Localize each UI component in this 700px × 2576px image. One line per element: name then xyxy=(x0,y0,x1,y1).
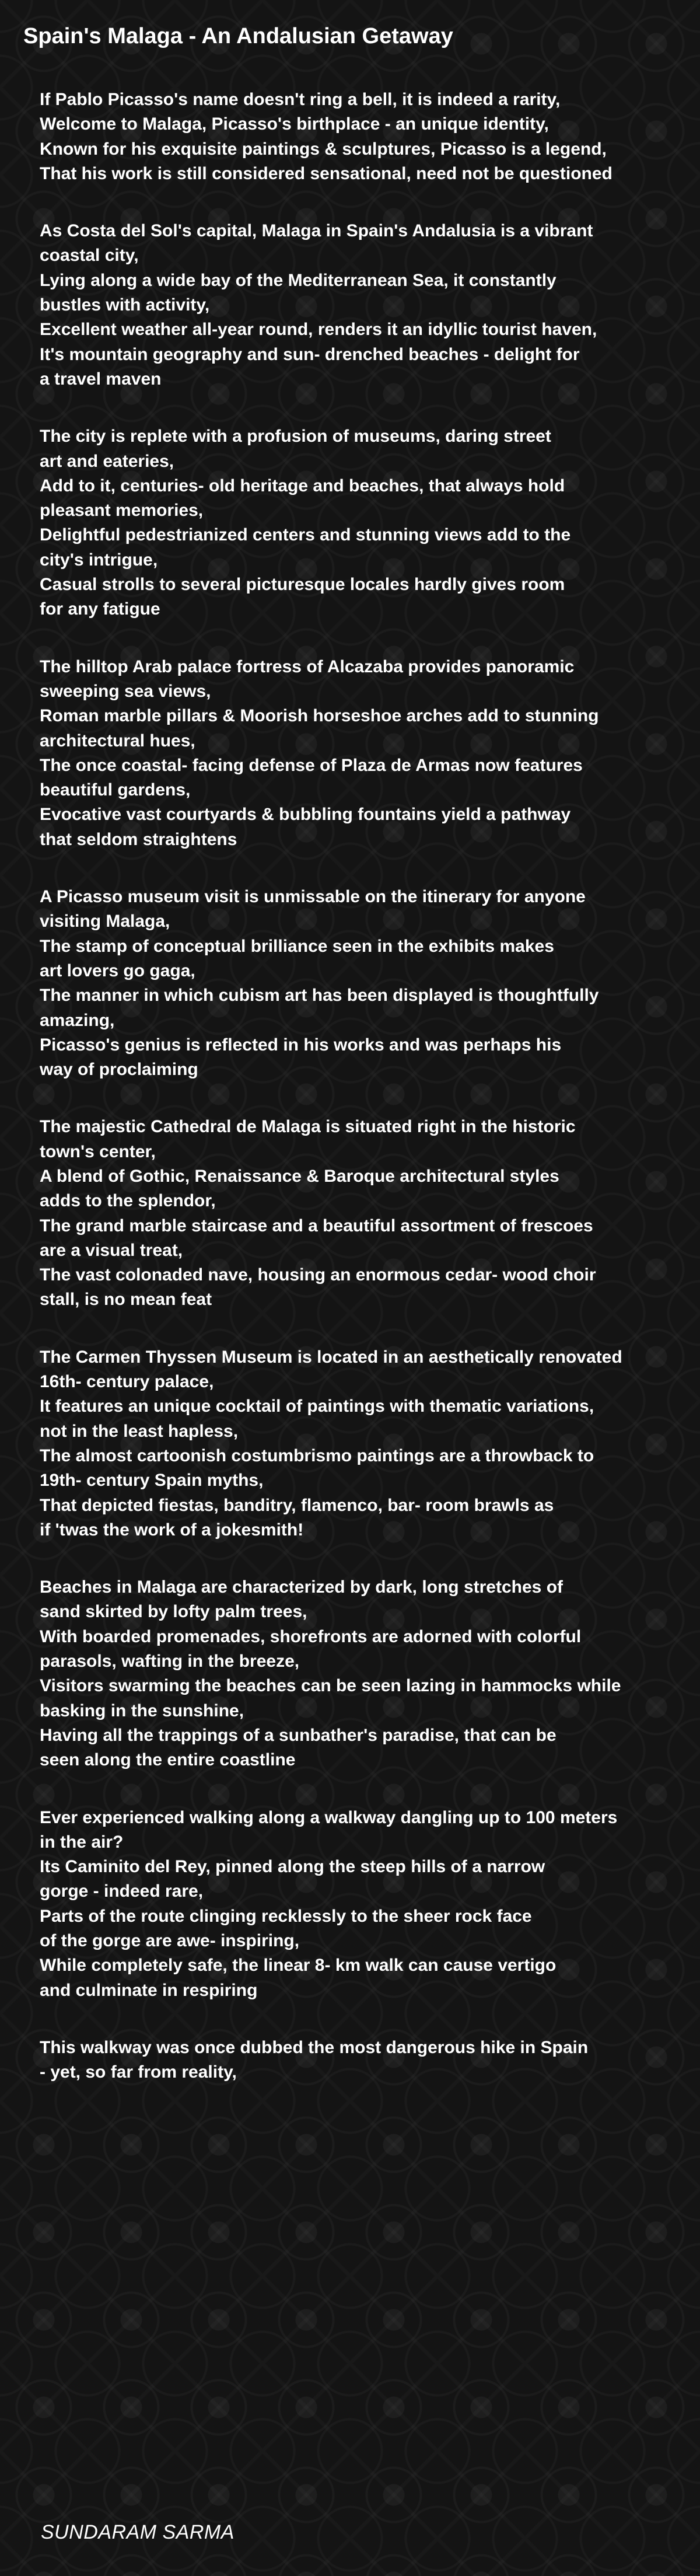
poem-title: Spain's Malaga - An Andalusian Getaway xyxy=(23,24,453,48)
poem-line: if 'twas the work of a jokesmith! xyxy=(40,1520,304,1540)
poem-stanza xyxy=(40,88,687,186)
poem-stanza xyxy=(40,2036,687,2085)
poem-author: SUNDARAM SARMA xyxy=(41,2521,235,2543)
poem-line: If Pablo Picasso's name doesn't ring a bell, it is indeed a rarity, xyxy=(40,90,561,109)
poem-line: Roman marble pillars & Moorish horseshoe arches add to stunning xyxy=(40,706,599,726)
poem-line: that seldom straightens xyxy=(40,829,237,849)
poem-line: Known for his exquisite paintings & sculptures, Picasso is a legend, xyxy=(40,139,607,159)
poem-line: Excellent weather all-year round, renders it an idyllic tourist haven, xyxy=(40,320,597,340)
poem-line: sweeping sea views, xyxy=(40,681,211,701)
poem-line: city's intrigue, xyxy=(40,550,158,570)
poem-line: The city is replete with a profusion of museums, daring street xyxy=(40,427,551,446)
poem-line: A Picasso museum visit is unmissable on the itinerary for anyone xyxy=(40,887,586,907)
poem-line: The once coastal- facing defense of Plaza de Armas now features xyxy=(40,755,583,775)
poem-line: basking in the sunshine, xyxy=(40,1701,244,1720)
poem-line: With boarded promenades, shorefronts are adorned with colorful xyxy=(40,1626,582,1646)
poem-line: Ever experienced walking along a walkway dangling up to 100 meters xyxy=(40,1807,618,1827)
poem-line: beautiful gardens, xyxy=(40,780,191,800)
poem-stanza xyxy=(40,219,687,392)
poem-line: Delightful pedestrianized centers and stunning views add to the xyxy=(40,525,571,545)
poem-line: not in the least hapless, xyxy=(40,1421,239,1441)
poem-line: The stamp of conceptual brilliance seen in the exhibits makes xyxy=(40,936,554,956)
poem-stanza xyxy=(40,1806,687,2003)
poem-line: are a visual treat, xyxy=(40,1240,183,1260)
poem-stanza xyxy=(40,424,687,622)
poem-stanza xyxy=(40,1115,687,1312)
poem-line: seen along the entire coastline xyxy=(40,1750,296,1770)
poem-line: That his work is still considered sensational, need not be questioned xyxy=(40,163,612,183)
poem-stanza xyxy=(40,655,687,852)
poem-line: way of proclaiming xyxy=(40,1060,198,1080)
poem-line: art lovers go gaga, xyxy=(40,961,195,980)
poem-line: It's mountain geography and sun- drenched beaches - delight for xyxy=(40,344,580,364)
poem-line: 16th- century palace, xyxy=(40,1372,214,1392)
poem-line: Visitors swarming the beaches can be seen lazing in hammocks while xyxy=(40,1676,621,1696)
poem-line: As Costa del Sol's capital, Malaga in Spain's Andalusia is a vibrant xyxy=(40,221,593,241)
poem-line: The grand marble staircase and a beautiful assortment of frescoes xyxy=(40,1216,593,1235)
poem-line: Add to it, centuries- old heritage and beaches, that always hold xyxy=(40,476,565,495)
poem-line: Evocative vast courtyards & bubbling fountains yield a pathway xyxy=(40,805,571,825)
poem-line: amazing, xyxy=(40,1010,115,1030)
poem-line: visiting Malaga, xyxy=(40,912,170,931)
poem-line: Picasso's genius is reflected in his works and was perhaps his xyxy=(40,1035,562,1055)
poem-line: a travel maven xyxy=(40,369,162,389)
poem-line: This walkway was once dubbed the most dangerous hike in Spain xyxy=(40,2037,589,2057)
poem-stanza xyxy=(40,1345,687,1542)
poem-line: The vast colonaded nave, housing an enormous cedar- wood choir xyxy=(40,1265,596,1285)
poem-line: The hilltop Arab palace fortress of Alcazaba provides panoramic xyxy=(40,657,575,676)
poem-line: While completely safe, the linear 8- km walk can cause vertigo xyxy=(40,1956,556,1975)
poem-line: town's center, xyxy=(40,1142,156,1161)
poem-line: gorge - indeed rare, xyxy=(40,1882,204,1901)
poem-line: in the air? xyxy=(40,1832,124,1852)
poem-line: The manner in which cubism art has been displayed is thoughtfully xyxy=(40,986,599,1006)
poem-line: The almost cartoonish costumbrismo paintings are a throwback to xyxy=(40,1446,594,1465)
poem-stanza xyxy=(40,885,687,1082)
poem-line: Beaches in Malaga are characterized by dark, long stretches of xyxy=(40,1577,564,1597)
poem-line: art and eateries, xyxy=(40,451,174,471)
poem-line: Casual strolls to several picturesque locales hardly gives room xyxy=(40,575,565,595)
poem-line: of the gorge are awe- inspiring, xyxy=(40,1931,300,1950)
poem-line: Having all the trappings of a sunbather's paradise, that can be xyxy=(40,1725,556,1745)
poem-line: for any fatigue xyxy=(40,599,160,619)
poem-body xyxy=(40,88,687,2117)
poem-line: sand skirted by lofty palm trees, xyxy=(40,1602,307,1622)
poem-line: stall, is no mean feat xyxy=(40,1290,212,1310)
poem-line: That depicted fiestas, banditry, flamenco, bar- room brawls as xyxy=(40,1495,554,1515)
poem-line: coastal city, xyxy=(40,246,139,266)
poem-line: The majestic Cathedral de Malaga is situated right in the historic xyxy=(40,1117,576,1137)
poem-line: and culminate in respiring xyxy=(40,1980,258,2000)
poem-line: architectural hues, xyxy=(40,731,195,751)
poem-line: Its Caminito del Rey, pinned along the steep hills of a narrow xyxy=(40,1857,545,1877)
poem-line: bustles with activity, xyxy=(40,295,210,315)
poem-line: A blend of Gothic, Renaissance & Baroque architectural styles xyxy=(40,1166,559,1186)
poem-line: The Carmen Thyssen Museum is located in an aesthetically renovated xyxy=(40,1347,622,1367)
poem-line: parasols, wafting in the breeze, xyxy=(40,1652,300,1671)
poem-line: - yet, so far from reality, xyxy=(40,2062,237,2082)
poem-line: Welcome to Malaga, Picasso's birthplace - an unique identity, xyxy=(40,114,549,134)
poem-stanza xyxy=(40,1575,687,1772)
poem-line: adds to the splendor, xyxy=(40,1191,216,1211)
poem-line: 19th- century Spain myths, xyxy=(40,1471,264,1491)
poem-line: It features an unique cocktail of paintings with thematic variations, xyxy=(40,1397,594,1416)
poem-line: Parts of the route clinging recklessly to the sheer rock face xyxy=(40,1906,532,1926)
poem-line: pleasant memories, xyxy=(40,501,204,521)
poem-line: Lying along a wide bay of the Mediterranean Sea, it constantly xyxy=(40,270,556,290)
